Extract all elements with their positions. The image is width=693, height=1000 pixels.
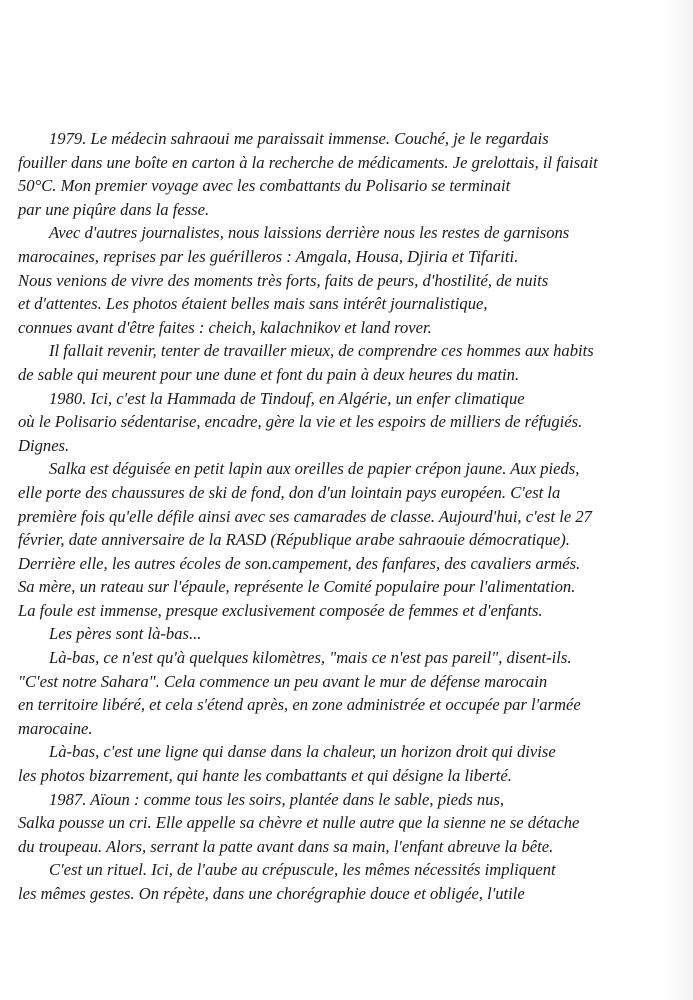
text-line: marocaines, reprises par les guérilleros : Amgala, Housa, Djiria et Tifariti. <box>18 246 519 266</box>
text-line: de sable qui meurent pour une dune et font du pain à deux heures du matin. <box>18 364 520 384</box>
text-line: La foule est immense, presque exclusivement composée de femmes et d'enfants. <box>18 600 543 620</box>
text-line: Les pères sont là-bas... <box>49 624 202 644</box>
text-line: "C'est notre Sahara". Cela commence un peu avant le mur de défense marocain <box>18 671 548 691</box>
text-line: 1979. Le médecin sahraoui me paraissait immense. Couché, je le regardais <box>49 129 549 148</box>
text-line: Il fallait revenir, tenter de travailler mieux, de comprendre ces hommes aux habits <box>49 341 594 361</box>
text-line: marocaine. <box>18 718 93 738</box>
text-line: Sa mère, un rateau sur l'épaule, représente le Comité populaire pour l'alimentation. <box>18 577 576 597</box>
page-edge-shadow <box>663 0 693 1000</box>
text-line: en territoire libéré, et cela s'étend après, en zone administrée et occupée par l'armée <box>18 695 581 715</box>
text-line: Nous venions de vivre des moments très forts, faits de peurs, d'hostilité, de nuits <box>18 270 549 290</box>
text-line: les photos bizarrement, qui hante les combattants et qui désigne la liberté. <box>18 766 512 786</box>
text-line: par une piqûre dans la fesse. <box>18 199 210 219</box>
text-line: et d'attentes. Les photos étaient belles mais sans intérêt journalistique, <box>18 294 488 314</box>
text-line: fouiller dans une boîte en carton à la recherche de médicaments. Je grelottais, il faisait <box>18 152 598 172</box>
text-line: Salka pousse un cri. Elle appelle sa chèvre et nulle autre que la sienne ne se détache <box>18 813 580 833</box>
text-line: Derrière elle, les autres écoles de son.campement, des fanfares, des cavaliers armés. <box>18 553 581 573</box>
text-line: C'est un rituel. Ici, de l'aube au crépuscule, les mêmes nécessités impliquent <box>49 860 556 880</box>
text-line: 1987. Aïoun : comme tous les soirs, plantée dans le sable, pieds nus, <box>49 789 505 809</box>
text-line: elle porte des chaussures de ski de fond, don d'un lointain pays européen. C'est la <box>18 482 561 502</box>
text-line: février, date anniversaire de la RASD (République arabe sahraouie démocratique). <box>18 530 570 550</box>
text-line: première fois qu'elle défile ainsi avec ses camarades de classe. Aujourd'hui, c'est le 27 <box>18 506 592 526</box>
text-line: Avec d'autres journalistes, nous laissions derrière nous les restes de garnisons <box>49 223 570 243</box>
text-line: Là-bas, c'est une ligne qui danse dans la chaleur, un horizon droit qui divise <box>49 742 556 762</box>
text-line: Salka est déguisée en petit lapin aux oreilles de papier crépon jaune. Aux pieds, <box>49 459 580 479</box>
text-line: où le Polisario sédentarise, encadre, gère la vie et les espoirs de milliers de réfugiés. <box>18 412 583 432</box>
text-line: connues avant d'être faites : cheich, kalachnikov et land rover. <box>18 317 432 337</box>
text-line: 50°C. Mon premier voyage avec les combattants du Polisario se terminait <box>18 176 511 196</box>
body-text <box>18 127 680 906</box>
text-line: Dignes. <box>18 435 70 455</box>
text-line: 1980. Ici, c'est la Hammada de Tindouf, en Algérie, un enfer climatique <box>49 388 525 408</box>
text-line: Là-bas, ce n'est qu'à quelques kilomètres, "mais ce n'est pas pareil", disent-ils. <box>49 648 572 668</box>
text-line: les mêmes gestes. On répète, dans une chorégraphie douce et obligée, l'utile <box>18 884 525 903</box>
text-line: du troupeau. Alors, serrant la patte avant dans sa main, l'enfant abreuve la bête. <box>18 836 554 856</box>
